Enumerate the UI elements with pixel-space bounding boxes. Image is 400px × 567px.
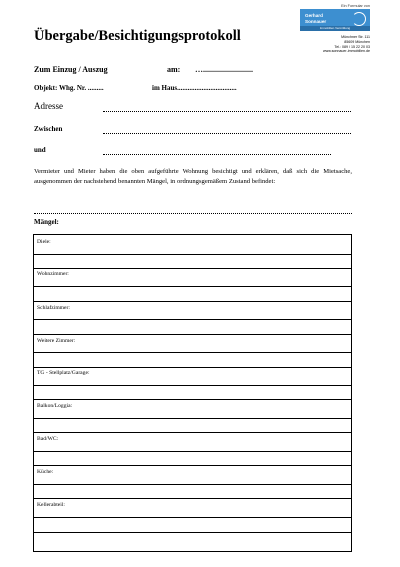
row-divider [34,254,351,255]
room-label-weitere-zimmer: Weitere Zimmer: [37,338,76,344]
einzug-auszug-label: Zum Einzug / Auszug [34,65,108,74]
logo-address-line: Tel.: 089 / 15 22 20 03 [334,44,370,49]
row-divider [34,432,351,433]
date-field[interactable]: …......................... [195,65,253,74]
logo-tagline: Ein Formular von [341,4,370,8]
room-label-kellerabteil: Kellerabteil: [37,502,65,508]
room-label-bad: Bad/WC: [37,436,59,442]
row-divider [34,399,351,400]
company-logo [300,4,370,54]
logo-box [300,9,370,31]
page-title: Übergabe/Besichtigungsprotokoll [34,28,241,44]
room-label-diele: Diele: [37,239,51,245]
logo-name-line1: Gerhard [305,13,323,18]
row-divider [34,367,351,368]
row-divider [34,451,351,452]
logo-address-line: 85609 München [344,39,370,44]
row-divider [34,319,351,320]
row-divider [34,385,351,386]
row-divider [34,484,351,485]
logo-name [305,13,326,24]
row-divider [34,532,351,533]
logo-address-line: www.sonnauer-immobilien.de [323,49,370,54]
row-divider [34,498,351,499]
und-field[interactable] [103,154,331,155]
separator-dots [34,213,352,214]
logo-address [300,35,370,54]
room-label-schlafzimmer: Schlafzimmer: [37,305,70,311]
row-divider [34,465,351,466]
address-field[interactable] [103,111,351,112]
room-label-kueche: Küche: [37,469,54,475]
row-divider [34,334,351,335]
logo-mark-icon [352,12,366,26]
am-label: am: [167,65,181,74]
declaration-text: Vermieter und Mieter haben die oben aufgeführte Wohnung besichtigt und erklären, daß sich die Mietsache, ausgenommen der nachstehend benannten Mängel, in ordnungsgemäßem Zustand befindet: [34,168,352,185]
row-divider [34,301,351,302]
house-field[interactable]: im Haus.................................. [152,84,237,92]
zwischen-field[interactable] [103,133,351,134]
room-label-garage: TG - Stellplatz/Garage: [37,370,90,376]
room-label-balkon: Balkon/Loggia: [37,403,73,409]
defects-table [33,234,352,552]
address-label: Adresse [34,101,63,111]
logo-name-line2: Sonnauer [305,18,327,24]
row-divider [34,268,351,269]
room-label-wohnzimmer: Wohnzimmer: [37,271,69,277]
row-divider [34,286,351,287]
row-divider [34,517,351,518]
row-divider [34,418,351,419]
row-divider [34,352,351,353]
logo-address-line: Münchner Str. 111 [341,35,370,39]
logo-subtitle: Immobilien Vermittlung [300,26,370,31]
und-label: und [34,146,46,154]
zwischen-label: Zwischen [34,125,63,133]
objekt-label[interactable]: Objekt: Whg. Nr. ......... [34,84,104,92]
maengel-label: Mängel: [34,218,59,226]
